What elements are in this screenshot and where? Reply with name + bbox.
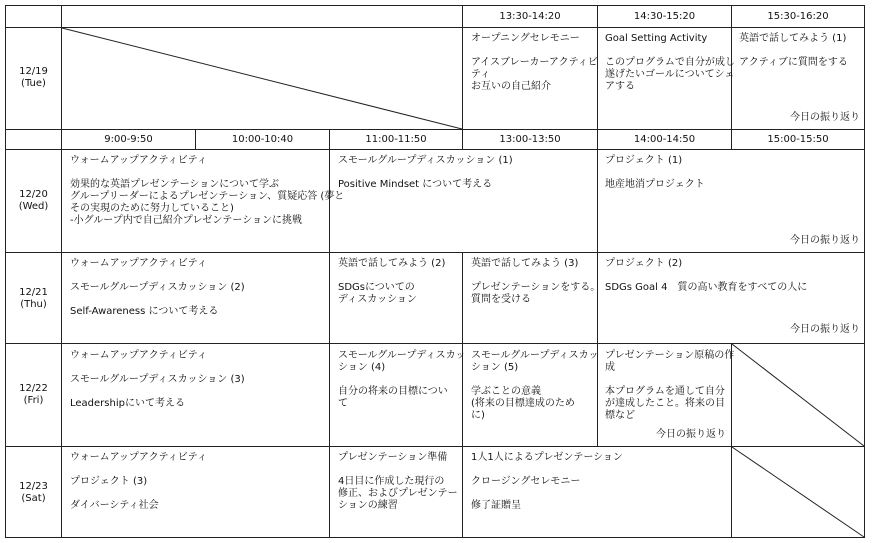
session-1223-a: ウォームアップアクティビティ プロジェクト (3) ダイバーシティ社会 (70, 452, 207, 511)
reflection-1222: 今日の振り返り (656, 429, 726, 440)
date-1222: 12/22 (Fri) (19, 383, 48, 406)
reflection-1219: 今日の振り返り (790, 112, 860, 123)
sub-time-5: 14:00-14:50 (633, 134, 696, 145)
date-1219: 12/19 (Tue) (19, 66, 48, 89)
session-1222-d: プレゼンテーション原稿の作 成 本プログラムを通して自分 が達成したこと。将来の目 標など (605, 350, 735, 421)
session-1221-a: ウォームアップアクティビティ スモールグループディスカッション (2) Self-Awareness について考える (70, 258, 245, 317)
top-time-3: 15:30-16:20 (767, 11, 829, 22)
session-1221-d: プロジェクト (2) SDGs Goal 4 質の高い教育をすべての人に (605, 258, 808, 293)
session-1220-a: ウォームアップアクティビティ 効果的な英語プレゼンテーションについて学ぶ グループリーダーによるプレゼンテーション、質疑応答 (夢と その実現のために努力していること) -小グループ内で自己紹介プレゼンテーションに挑戦 (70, 155, 345, 226)
session-1223-c: 1人1人によるプレゼンテーション クロージングセレモニー 修了証贈呈 (471, 452, 623, 511)
session-1220-b: スモールグループディスカッション (1) Positive Mindset について考える (338, 155, 513, 190)
session-1223-b: プレゼンテーション準備 4日目に作成した現行の 修正、およびプレゼンテー ションの練習 (338, 452, 458, 511)
session-1219-c2: Goal Setting Activity このプログラムで自分が成し 遂げたいゴールについてシェ アする (605, 33, 735, 92)
session-1219-c1: オープニングセレモニー アイスブレーカーアクティビ ティ お互いの自己紹介 (471, 33, 598, 92)
session-1222-c: スモールグループディスカッ ション (5) 学ぶことの意義 (将来の目標達成のため に) (471, 350, 599, 421)
sub-time-4: 13:00-13:50 (499, 134, 561, 145)
date-1221: 12/21 (Thu) (19, 287, 48, 310)
session-1220-c: プロジェクト (1) 地産地消プロジェクト (605, 155, 705, 190)
top-time-1: 13:30-14:20 (499, 11, 561, 22)
session-1221-c: 英語で話してみよう (3) プレゼンテーションをする。 質問を受ける (471, 258, 601, 305)
date-1223: 12/23 (Sat) (19, 481, 48, 504)
session-1219-c3: 英語で話してみよう (1) アクティブに質問をする (739, 33, 848, 68)
sub-time-6: 15:00-15:50 (767, 134, 829, 145)
session-1222-b: スモールグループディスカッ ション (4) 自分の将来の目標につい て (338, 350, 466, 409)
session-1221-b: 英語で話してみよう (2) SDGsについての ディスカッション (338, 258, 446, 305)
top-time-2: 14:30-15:20 (633, 11, 696, 22)
sub-time-2: 10:00-10:40 (231, 134, 294, 145)
sub-time-3: 11:00-11:50 (365, 134, 427, 145)
reflection-1221: 今日の振り返り (790, 324, 860, 335)
session-1222-a: ウォームアップアクティビティ スモールグループディスカッション (3) Leadershipにいて考える (70, 350, 245, 409)
date-1220: 12/20 (Wed) (18, 189, 49, 212)
reflection-1220: 今日の振り返り (790, 235, 860, 246)
sub-time-1: 9:00-9:50 (104, 134, 153, 145)
